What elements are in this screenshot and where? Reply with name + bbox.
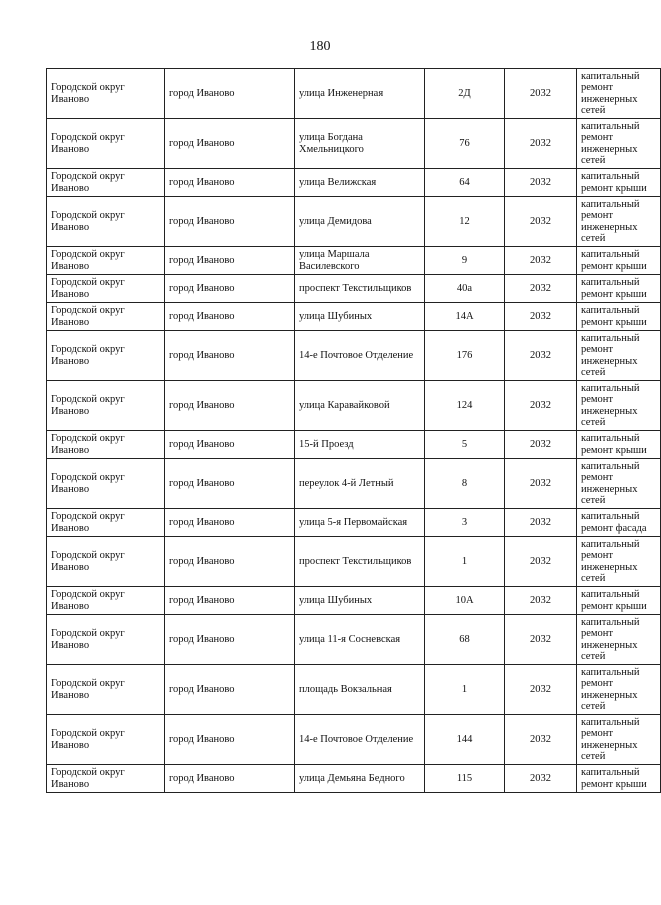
- house-number-cell: 12: [425, 197, 505, 247]
- year-cell: 2032: [505, 615, 577, 665]
- street-cell: улица Шубиных: [295, 303, 425, 331]
- municipality-cell: Городской округ Иваново: [47, 665, 165, 715]
- work-type-cell: капитальный ремонт инженерных сетей: [577, 665, 661, 715]
- house-number-cell: 64: [425, 169, 505, 197]
- municipality-cell: Городской округ Иваново: [47, 615, 165, 665]
- work-type-cell: капитальный ремонт инженерных сетей: [577, 381, 661, 431]
- table-row: [47, 381, 661, 431]
- work-type-cell: капитальный ремонт крыши: [577, 169, 661, 197]
- year-cell: 2032: [505, 69, 577, 119]
- work-type-cell: капитальный ремонт крыши: [577, 275, 661, 303]
- settlement-cell: город Иваново: [165, 765, 295, 793]
- year-cell: 2032: [505, 587, 577, 615]
- municipality-cell: Городской округ Иваново: [47, 303, 165, 331]
- settlement-cell: город Иваново: [165, 381, 295, 431]
- street-cell: проспект Текстильщиков: [295, 537, 425, 587]
- work-type-cell: капитальный ремонт инженерных сетей: [577, 197, 661, 247]
- year-cell: 2032: [505, 275, 577, 303]
- street-cell: переулок 4-й Летный: [295, 459, 425, 509]
- municipality-cell: Городской округ Иваново: [47, 331, 165, 381]
- street-cell: проспект Текстильщиков: [295, 275, 425, 303]
- municipality-cell: Городской округ Иваново: [47, 431, 165, 459]
- house-number-cell: 9: [425, 247, 505, 275]
- street-cell: улица Демидова: [295, 197, 425, 247]
- house-number-cell: 8: [425, 459, 505, 509]
- settlement-cell: город Иваново: [165, 665, 295, 715]
- work-type-cell: капитальный ремонт крыши: [577, 765, 661, 793]
- year-cell: 2032: [505, 197, 577, 247]
- street-cell: улица Богдана Хмельницкого: [295, 119, 425, 169]
- work-type-cell: капитальный ремонт инженерных сетей: [577, 459, 661, 509]
- house-number-cell: 14А: [425, 303, 505, 331]
- house-number-cell: 10А: [425, 587, 505, 615]
- street-cell: улица 5-я Первомайская: [295, 509, 425, 537]
- house-number-cell: 176: [425, 331, 505, 381]
- house-number-cell: 3: [425, 509, 505, 537]
- house-number-cell: 144: [425, 715, 505, 765]
- year-cell: 2032: [505, 331, 577, 381]
- work-type-cell: капитальный ремонт инженерных сетей: [577, 715, 661, 765]
- table-row: [47, 247, 661, 275]
- work-type-cell: капитальный ремонт фасада: [577, 509, 661, 537]
- municipality-cell: Городской округ Иваново: [47, 459, 165, 509]
- work-type-cell: капитальный ремонт крыши: [577, 303, 661, 331]
- settlement-cell: город Иваново: [165, 715, 295, 765]
- table-row: [47, 119, 661, 169]
- municipality-cell: Городской округ Иваново: [47, 119, 165, 169]
- table-row: [47, 69, 661, 119]
- table-row: [47, 665, 661, 715]
- municipality-cell: Городской округ Иваново: [47, 715, 165, 765]
- table-row: [47, 587, 661, 615]
- year-cell: 2032: [505, 665, 577, 715]
- settlement-cell: город Иваново: [165, 275, 295, 303]
- table-row: [47, 615, 661, 665]
- house-number-cell: 1: [425, 537, 505, 587]
- work-type-cell: капитальный ремонт инженерных сетей: [577, 69, 661, 119]
- table-row: [47, 169, 661, 197]
- year-cell: 2032: [505, 765, 577, 793]
- year-cell: 2032: [505, 715, 577, 765]
- municipality-cell: Городской округ Иваново: [47, 537, 165, 587]
- street-cell: улица Велижская: [295, 169, 425, 197]
- settlement-cell: город Иваново: [165, 615, 295, 665]
- work-type-cell: капитальный ремонт инженерных сетей: [577, 615, 661, 665]
- settlement-cell: город Иваново: [165, 331, 295, 381]
- year-cell: 2032: [505, 119, 577, 169]
- municipality-cell: Городской округ Иваново: [47, 247, 165, 275]
- table-row: [47, 197, 661, 247]
- year-cell: 2032: [505, 431, 577, 459]
- settlement-cell: город Иваново: [165, 431, 295, 459]
- house-number-cell: 68: [425, 615, 505, 665]
- settlement-cell: город Иваново: [165, 197, 295, 247]
- table-row: [47, 303, 661, 331]
- settlement-cell: город Иваново: [165, 509, 295, 537]
- settlement-cell: город Иваново: [165, 587, 295, 615]
- table-row: [47, 537, 661, 587]
- year-cell: 2032: [505, 247, 577, 275]
- table-row: [47, 275, 661, 303]
- municipality-cell: Городской округ Иваново: [47, 197, 165, 247]
- municipality-cell: Городской округ Иваново: [47, 587, 165, 615]
- municipality-cell: Городской округ Иваново: [47, 381, 165, 431]
- house-number-cell: 76: [425, 119, 505, 169]
- house-number-cell: 115: [425, 765, 505, 793]
- work-type-cell: капитальный ремонт крыши: [577, 431, 661, 459]
- year-cell: 2032: [505, 537, 577, 587]
- year-cell: 2032: [505, 381, 577, 431]
- house-number-cell: 2Д: [425, 69, 505, 119]
- municipality-cell: Городской округ Иваново: [47, 169, 165, 197]
- settlement-cell: город Иваново: [165, 247, 295, 275]
- work-type-cell: капитальный ремонт крыши: [577, 247, 661, 275]
- settlement-cell: город Иваново: [165, 537, 295, 587]
- work-type-cell: капитальный ремонт инженерных сетей: [577, 119, 661, 169]
- street-cell: улица Маршала Василевского: [295, 247, 425, 275]
- settlement-cell: город Иваново: [165, 459, 295, 509]
- house-number-cell: 5: [425, 431, 505, 459]
- street-cell: улица Шубиных: [295, 587, 425, 615]
- table-row: [47, 765, 661, 793]
- year-cell: 2032: [505, 459, 577, 509]
- settlement-cell: город Иваново: [165, 69, 295, 119]
- table-row: [47, 459, 661, 509]
- table-row: [47, 331, 661, 381]
- street-cell: 14-е Почтовое Отделение: [295, 331, 425, 381]
- settlement-cell: город Иваново: [165, 169, 295, 197]
- year-cell: 2032: [505, 303, 577, 331]
- table-row: [47, 509, 661, 537]
- work-type-cell: капитальный ремонт крыши: [577, 587, 661, 615]
- municipality-cell: Городской округ Иваново: [47, 765, 165, 793]
- page-number: 180: [309, 39, 331, 54]
- year-cell: 2032: [505, 169, 577, 197]
- municipality-cell: Городской округ Иваново: [47, 275, 165, 303]
- street-cell: 15-й Проезд: [295, 431, 425, 459]
- municipality-cell: Городской округ Иваново: [47, 509, 165, 537]
- street-cell: 14-е Почтовое Отделение: [295, 715, 425, 765]
- house-number-cell: 1: [425, 665, 505, 715]
- repair-schedule-table: [46, 68, 661, 793]
- street-cell: улица Инженерная: [295, 69, 425, 119]
- settlement-cell: город Иваново: [165, 303, 295, 331]
- work-type-cell: капитальный ремонт инженерных сетей: [577, 537, 661, 587]
- street-cell: улица 11-я Сосневская: [295, 615, 425, 665]
- street-cell: улица Каравайковой: [295, 381, 425, 431]
- table-row: [47, 715, 661, 765]
- house-number-cell: 124: [425, 381, 505, 431]
- settlement-cell: город Иваново: [165, 119, 295, 169]
- work-type-cell: капитальный ремонт инженерных сетей: [577, 331, 661, 381]
- street-cell: улица Демьяна Бедного: [295, 765, 425, 793]
- street-cell: площадь Вокзальная: [295, 665, 425, 715]
- year-cell: 2032: [505, 509, 577, 537]
- house-number-cell: 40а: [425, 275, 505, 303]
- table-row: [47, 431, 661, 459]
- municipality-cell: Городской округ Иваново: [47, 69, 165, 119]
